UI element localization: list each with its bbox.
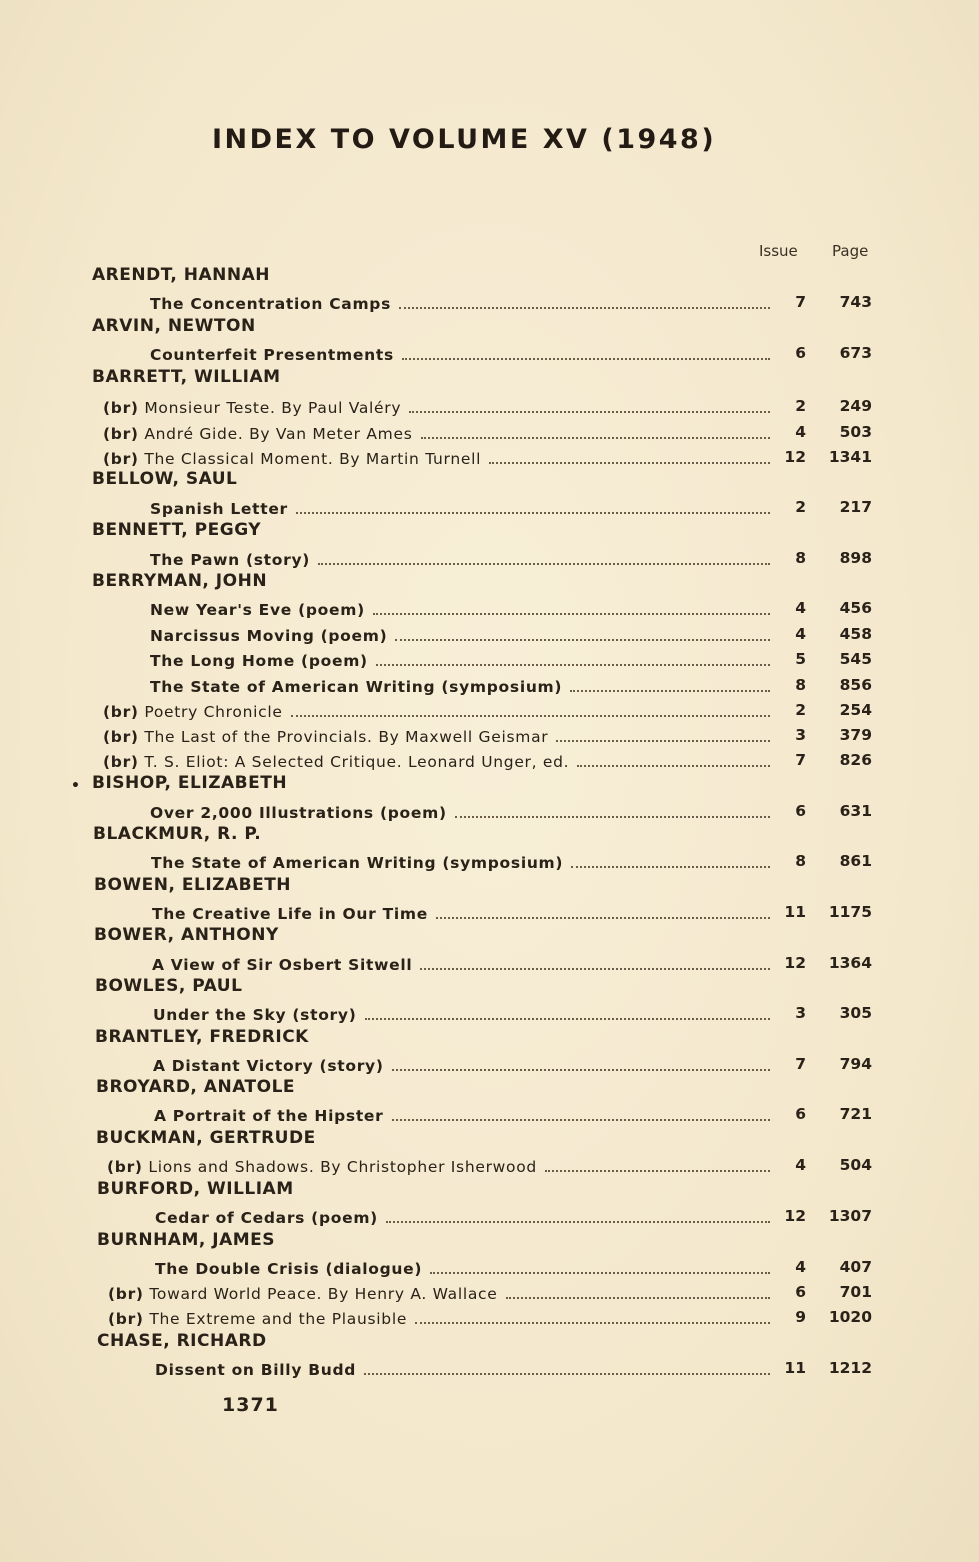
entry-title: The Concentration Camps — [150, 295, 392, 313]
index-entry — [152, 901, 778, 923]
entry-title: T. S. Eliot: A Selected Critique. Leonard Unger, ed. — [144, 753, 570, 771]
index-entry — [154, 1103, 778, 1125]
author-heading: BUCKMAN, GERTRUDE — [96, 1128, 316, 1148]
dot-leader — [489, 460, 770, 464]
page-number-ref: 1175 — [828, 903, 872, 921]
book-review-marker: (br) — [103, 728, 139, 746]
page-number-ref: 545 — [839, 650, 872, 668]
issue-number: 2 — [795, 397, 806, 415]
page-number-ref: 1212 — [828, 1359, 872, 1377]
issue-number: 12 — [784, 448, 806, 466]
page-number-ref: 503 — [839, 423, 872, 441]
issue-number: 7 — [795, 293, 806, 311]
dot-leader — [365, 1016, 771, 1020]
dot-leader — [545, 1168, 770, 1172]
issue-number: 11 — [784, 1359, 806, 1377]
index-entry — [150, 291, 778, 313]
index-entry — [155, 1205, 778, 1227]
issue-number: 8 — [795, 852, 806, 870]
index-entry — [103, 749, 778, 771]
author-heading: BARRETT, WILLIAM — [92, 367, 281, 387]
author-heading: BENNETT, PEGGY — [92, 520, 262, 540]
issue-column-header: Issue — [759, 242, 798, 260]
dot-leader — [556, 738, 770, 742]
dot-leader — [395, 637, 770, 641]
issue-number: 7 — [795, 751, 806, 769]
dot-leader — [409, 409, 770, 413]
entry-title: Lions and Shadows. By Christopher Isherwood — [148, 1158, 537, 1176]
index-entry — [151, 850, 778, 872]
author-heading: ARVIN, NEWTON — [92, 316, 256, 336]
entry-title: Monsieur Teste. By Paul Valéry — [144, 399, 402, 417]
author-heading: BISHOP, ELIZABETH — [92, 773, 288, 793]
dot-leader — [296, 510, 770, 514]
page-number-ref: 458 — [839, 625, 872, 643]
author-heading: BERRYMAN, JOHN — [92, 571, 268, 591]
entry-title: A View of Sir Osbert Sitwell — [152, 956, 413, 974]
page-number-ref: 407 — [839, 1258, 872, 1276]
index-entry — [150, 800, 778, 822]
book-review-marker: (br) — [103, 753, 139, 771]
dot-leader — [386, 1219, 770, 1223]
issue-number: 9 — [795, 1308, 806, 1326]
issue-number: 12 — [784, 954, 806, 972]
issue-number: 6 — [795, 802, 806, 820]
book-review-marker: (br) — [103, 425, 139, 443]
page-number-ref: 701 — [839, 1283, 872, 1301]
index-entry — [103, 446, 778, 468]
entry-title: Dissent on Billy Budd — [155, 1361, 357, 1379]
dot-leader — [318, 561, 770, 565]
page-number-ref: 861 — [839, 852, 872, 870]
page-number-ref: 254 — [839, 701, 872, 719]
page-number-ref: 721 — [839, 1105, 872, 1123]
book-review-marker: (br) — [103, 703, 139, 721]
author-heading: CHASE, RICHARD — [97, 1331, 267, 1351]
issue-number: 8 — [795, 549, 806, 567]
index-entry — [107, 1154, 778, 1176]
dot-leader — [392, 1067, 770, 1071]
entry-title: The Long Home (poem) — [150, 652, 368, 670]
dot-leader — [402, 356, 770, 360]
author-heading: BOWLES, PAUL — [95, 976, 243, 996]
dot-leader — [570, 688, 770, 692]
author-heading: BELLOW, SAUL — [92, 469, 238, 489]
index-entry — [150, 674, 778, 696]
issue-number: 4 — [795, 423, 806, 441]
page-number-ref: 456 — [839, 599, 872, 617]
page-number-ref: 504 — [839, 1156, 872, 1174]
page-number-ref: 898 — [839, 549, 872, 567]
dot-leader — [577, 763, 770, 767]
issue-number: 4 — [795, 599, 806, 617]
dot-leader — [421, 435, 771, 439]
author-heading: BURFORD, WILLIAM — [97, 1179, 294, 1199]
book-review-marker: (br) — [108, 1310, 144, 1328]
dot-leader — [373, 611, 770, 615]
dot-leader — [436, 915, 770, 919]
page-number: 1371 — [222, 1394, 279, 1416]
dot-leader — [420, 966, 770, 970]
issue-number: 6 — [795, 344, 806, 362]
entry-title: The Extreme and the Plausible — [149, 1310, 408, 1328]
dot-leader — [291, 713, 770, 717]
entry-title: The Creative Life in Our Time — [152, 905, 428, 923]
author-heading: BLACKMUR, R. P. — [93, 824, 262, 844]
page-number-ref: 631 — [839, 802, 872, 820]
index-entry — [108, 1306, 778, 1328]
index-entry — [103, 421, 778, 443]
dot-leader — [430, 1270, 770, 1274]
page-column-header: Page — [832, 242, 869, 260]
index-entry — [150, 547, 778, 569]
page-title: INDEX TO VOLUME XV (1948) — [212, 124, 717, 155]
page-number-ref: 1020 — [828, 1308, 872, 1326]
page-number-ref: 743 — [839, 293, 872, 311]
dot-leader — [364, 1371, 770, 1375]
entry-title: The Last of the Provincials. By Maxwell Geismar — [144, 728, 549, 746]
entry-title: Toward World Peace. By Henry A. Wallace — [149, 1285, 498, 1303]
issue-number: 3 — [795, 1004, 806, 1022]
entry-title: The State of American Writing (symposium) — [151, 854, 564, 872]
author-heading: ARENDT, HANNAH — [92, 265, 270, 285]
index-entry — [103, 724, 778, 746]
dot-leader — [392, 1117, 771, 1121]
entry-title: Narcissus Moving (poem) — [150, 627, 388, 645]
dot-leader — [506, 1295, 770, 1299]
issue-number: 6 — [795, 1283, 806, 1301]
issue-number: 4 — [795, 625, 806, 643]
entry-title: A Portrait of the Hipster — [154, 1107, 384, 1125]
index-entry — [155, 1256, 778, 1278]
entry-title: Over 2,000 Illustrations (poem) — [150, 804, 447, 822]
issue-number: 4 — [795, 1156, 806, 1174]
page-number-ref: 826 — [839, 751, 872, 769]
author-heading: BOWEN, ELIZABETH — [94, 875, 292, 895]
page-number-ref: 217 — [839, 498, 872, 516]
entry-title: Poetry Chronicle — [144, 703, 283, 721]
book-review-marker: (br) — [103, 450, 139, 468]
author-heading: BURNHAM, JAMES — [97, 1230, 276, 1250]
issue-number: 3 — [795, 726, 806, 744]
page-number-ref: 856 — [839, 676, 872, 694]
page-number-ref: 794 — [839, 1055, 872, 1073]
index-entry — [108, 1281, 778, 1303]
index-entry — [150, 496, 778, 518]
page-number-ref: 673 — [839, 344, 872, 362]
index-entry — [150, 623, 778, 645]
index-entry — [103, 395, 778, 417]
entry-title: New Year's Eve (poem) — [150, 601, 365, 619]
entry-title: Cedar of Cedars (poem) — [155, 1209, 378, 1227]
entry-title: The Double Crisis (dialogue) — [155, 1260, 423, 1278]
entry-title: Spanish Letter — [150, 500, 288, 518]
issue-number: 7 — [795, 1055, 806, 1073]
issue-number: 2 — [795, 701, 806, 719]
margin-bullet: • — [71, 778, 80, 794]
issue-number: 11 — [784, 903, 806, 921]
dot-leader — [571, 864, 770, 868]
index-entry — [153, 1053, 778, 1075]
dot-leader — [376, 662, 770, 666]
issue-number: 12 — [784, 1207, 806, 1225]
author-heading: BROYARD, ANATOLE — [96, 1077, 296, 1097]
entry-title: A Distant Victory (story) — [153, 1057, 384, 1075]
book-review-marker: (br) — [103, 399, 139, 417]
index-entry — [150, 597, 778, 619]
issue-number: 6 — [795, 1105, 806, 1123]
entry-title: Counterfeit Presentments — [150, 346, 394, 364]
issue-number: 4 — [795, 1258, 806, 1276]
issue-number: 5 — [795, 650, 806, 668]
dot-leader — [415, 1320, 770, 1324]
entry-title: The Classical Moment. By Martin Turnell — [144, 450, 482, 468]
page-number-ref: 249 — [839, 397, 872, 415]
page-number-ref: 1341 — [828, 448, 872, 466]
index-entry — [103, 699, 778, 721]
page-number-ref: 379 — [839, 726, 872, 744]
entry-title: The Pawn (story) — [150, 551, 311, 569]
index-entry — [152, 952, 778, 974]
author-heading: BOWER, ANTHONY — [94, 925, 279, 945]
page-number-ref: 1307 — [828, 1207, 872, 1225]
entry-title: André Gide. By Van Meter Ames — [144, 425, 413, 443]
index-entry — [153, 1002, 778, 1024]
index-entry — [150, 648, 778, 670]
entry-title: The State of American Writing (symposium) — [150, 678, 563, 696]
entry-title: Under the Sky (story) — [153, 1006, 357, 1024]
index-entry — [150, 342, 778, 364]
book-review-marker: (br) — [108, 1285, 144, 1303]
page-number-ref: 305 — [839, 1004, 872, 1022]
index-entry — [155, 1357, 778, 1379]
dot-leader — [399, 305, 770, 309]
page-number-ref: 1364 — [828, 954, 872, 972]
issue-number: 2 — [795, 498, 806, 516]
author-heading: BRANTLEY, FREDRICK — [95, 1027, 309, 1047]
book-review-marker: (br) — [107, 1158, 143, 1176]
issue-number: 8 — [795, 676, 806, 694]
dot-leader — [455, 814, 770, 818]
